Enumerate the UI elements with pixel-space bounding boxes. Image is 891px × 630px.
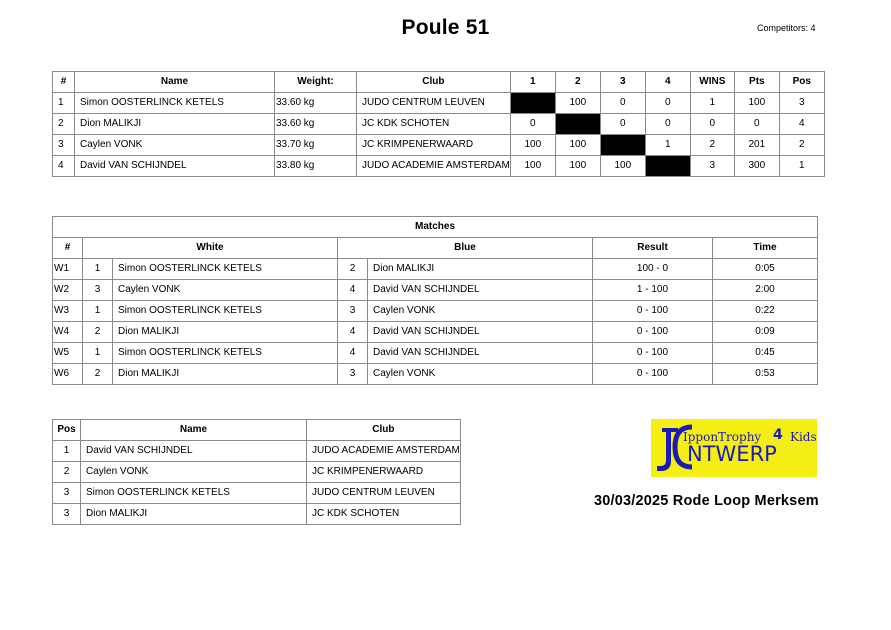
score-cell: 100	[600, 156, 645, 177]
standing-name: Simon OOSTERLINCK KETELS	[81, 483, 307, 504]
matches-col-white: White	[83, 238, 338, 259]
score-cell: 100	[555, 135, 600, 156]
score-cell: 0	[600, 93, 645, 114]
match-result: 100 - 0	[593, 259, 713, 280]
competitor-number: 4	[53, 156, 75, 177]
white-name: Caylen VONK	[113, 280, 338, 301]
standings-table	[52, 419, 461, 525]
standing-club: JC KDK SCHOTEN	[307, 504, 461, 525]
competitor-club: JC KRIMPENERWAARD	[357, 135, 511, 156]
score-cell: 100	[510, 135, 555, 156]
match-time: 0:45	[713, 343, 818, 364]
score-cell: 0	[510, 114, 555, 135]
blue-number: 2	[338, 259, 368, 280]
position-cell: 3	[779, 93, 824, 114]
competitor-name: David VAN SCHIJNDEL	[75, 156, 275, 177]
competitor-weight: 33.70 kg	[275, 135, 357, 156]
match-result: 0 - 100	[593, 301, 713, 322]
table-row	[53, 156, 825, 177]
self-cell	[645, 156, 690, 177]
white-number: 3	[83, 280, 113, 301]
white-number: 1	[83, 343, 113, 364]
standing-position: 1	[53, 441, 81, 462]
standings-col-name: Name	[81, 420, 307, 441]
white-name: Simon OOSTERLINCK KETELS	[113, 259, 338, 280]
wins-cell: 3	[690, 156, 734, 177]
white-number: 1	[83, 259, 113, 280]
blue-name: David VAN SCHIJNDEL	[368, 343, 593, 364]
white-number: 2	[83, 322, 113, 343]
pool-col-4: 4	[645, 72, 690, 93]
competitor-name: Caylen VONK	[75, 135, 275, 156]
table-row	[53, 441, 461, 462]
wins-cell: 2	[690, 135, 734, 156]
points-cell: 300	[734, 156, 779, 177]
standing-position: 3	[53, 504, 81, 525]
pool-col-2: 2	[555, 72, 600, 93]
score-cell: 0	[600, 114, 645, 135]
pool-col-pos: Pos	[779, 72, 824, 93]
table-row	[53, 322, 818, 343]
standings-col-pos: Pos	[53, 420, 81, 441]
table-row	[53, 259, 818, 280]
blue-number: 4	[338, 280, 368, 301]
self-cell	[600, 135, 645, 156]
pool-header-row	[53, 72, 825, 93]
self-cell	[555, 114, 600, 135]
match-time: 2:00	[713, 280, 818, 301]
table-row	[53, 483, 461, 504]
match-id: W2	[53, 280, 83, 301]
competitor-club: JUDO CENTRUM LEUVEN	[357, 93, 511, 114]
position-cell: 1	[779, 156, 824, 177]
matches-col-num: #	[53, 238, 83, 259]
competitor-number: 1	[53, 93, 75, 114]
self-cell	[510, 93, 555, 114]
pool-col-1: 1	[510, 72, 555, 93]
points-cell: 201	[734, 135, 779, 156]
score-cell: 100	[510, 156, 555, 177]
white-name: Dion MALIKJI	[113, 364, 338, 385]
pool-col-3: 3	[600, 72, 645, 93]
match-time: 0:53	[713, 364, 818, 385]
logo-kids: Kids	[790, 430, 817, 444]
white-name: Dion MALIKJI	[113, 322, 338, 343]
pool-col-weight: Weight:	[275, 72, 357, 93]
points-cell: 100	[734, 93, 779, 114]
blue-number: 4	[338, 343, 368, 364]
logo-line1: IpponTrophy	[683, 430, 762, 444]
pool-table	[52, 71, 825, 177]
white-name: Simon OOSTERLINCK KETELS	[113, 301, 338, 322]
competitor-weight: 33.60 kg	[275, 93, 357, 114]
position-cell: 4	[779, 114, 824, 135]
competitors-count: Competitors: 4	[757, 23, 816, 33]
competitor-number: 3	[53, 135, 75, 156]
standings-col-club: Club	[307, 420, 461, 441]
logo-city: NTWERP	[687, 442, 777, 466]
standing-position: 3	[53, 483, 81, 504]
match-result: 0 - 100	[593, 322, 713, 343]
wins-cell: 0	[690, 114, 734, 135]
competitor-club: JUDO ACADEMIE AMSTERDAM	[357, 156, 511, 177]
blue-name: David VAN SCHIJNDEL	[368, 280, 593, 301]
matches-header-row	[53, 238, 818, 259]
standing-club: JUDO CENTRUM LEUVEN	[307, 483, 461, 504]
standing-name: David VAN SCHIJNDEL	[81, 441, 307, 462]
table-row	[53, 343, 818, 364]
competitor-weight: 33.60 kg	[275, 114, 357, 135]
standing-name: Dion MALIKJI	[81, 504, 307, 525]
competitor-weight: 33.80 kg	[275, 156, 357, 177]
table-row	[53, 364, 818, 385]
table-row	[53, 135, 825, 156]
matches-col-blue: Blue	[338, 238, 593, 259]
page-title: Poule 51	[401, 16, 490, 39]
matches-col-result: Result	[593, 238, 713, 259]
date-location: 30/03/2025 Rode Loop Merksem	[594, 493, 819, 509]
wins-cell: 1	[690, 93, 734, 114]
table-row	[53, 280, 818, 301]
match-id: W5	[53, 343, 83, 364]
competitor-number: 2	[53, 114, 75, 135]
score-cell: 100	[555, 156, 600, 177]
table-row	[53, 504, 461, 525]
matches-title-row	[53, 217, 818, 238]
blue-number: 3	[338, 364, 368, 385]
matches-table	[52, 216, 818, 385]
match-id: W3	[53, 301, 83, 322]
blue-name: Caylen VONK	[368, 364, 593, 385]
match-result: 1 - 100	[593, 280, 713, 301]
match-result: 0 - 100	[593, 343, 713, 364]
match-result: 0 - 100	[593, 364, 713, 385]
blue-name: Dion MALIKJI	[368, 259, 593, 280]
pool-col-wins: WINS	[690, 72, 734, 93]
position-cell: 2	[779, 135, 824, 156]
blue-name: Caylen VONK	[368, 301, 593, 322]
pool-col-club: Club	[357, 72, 511, 93]
match-id: W6	[53, 364, 83, 385]
blue-number: 4	[338, 322, 368, 343]
pool-col-num: #	[53, 72, 75, 93]
score-cell: 100	[555, 93, 600, 114]
white-number: 2	[83, 364, 113, 385]
match-time: 0:05	[713, 259, 818, 280]
score-cell: 1	[645, 135, 690, 156]
table-row	[53, 462, 461, 483]
match-id: W4	[53, 322, 83, 343]
standings-header-row	[53, 420, 461, 441]
competitor-name: Dion MALIKJI	[75, 114, 275, 135]
standing-name: Caylen VONK	[81, 462, 307, 483]
pool-col-pts: Pts	[734, 72, 779, 93]
score-cell: 0	[645, 114, 690, 135]
standing-club: JUDO ACADEMIE AMSTERDAM	[307, 441, 461, 462]
white-name: Simon OOSTERLINCK KETELS	[113, 343, 338, 364]
match-time: 0:22	[713, 301, 818, 322]
logo-number: 4	[773, 427, 783, 443]
white-number: 1	[83, 301, 113, 322]
matches-col-time: Time	[713, 238, 818, 259]
match-id: W1	[53, 259, 83, 280]
pool-col-name: Name	[75, 72, 275, 93]
standing-club: JC KRIMPENERWAARD	[307, 462, 461, 483]
logo-graphic	[651, 419, 817, 477]
matches-title: Matches	[53, 217, 818, 238]
score-cell: 0	[645, 93, 690, 114]
blue-name: David VAN SCHIJNDEL	[368, 322, 593, 343]
points-cell: 0	[734, 114, 779, 135]
competitor-name: Simon OOSTERLINCK KETELS	[75, 93, 275, 114]
blue-number: 3	[338, 301, 368, 322]
table-row	[53, 93, 825, 114]
table-row	[53, 301, 818, 322]
tournament-logo	[651, 419, 817, 477]
match-time: 0:09	[713, 322, 818, 343]
competitor-club: JC KDK SCHOTEN	[357, 114, 511, 135]
table-row	[53, 114, 825, 135]
standing-position: 2	[53, 462, 81, 483]
